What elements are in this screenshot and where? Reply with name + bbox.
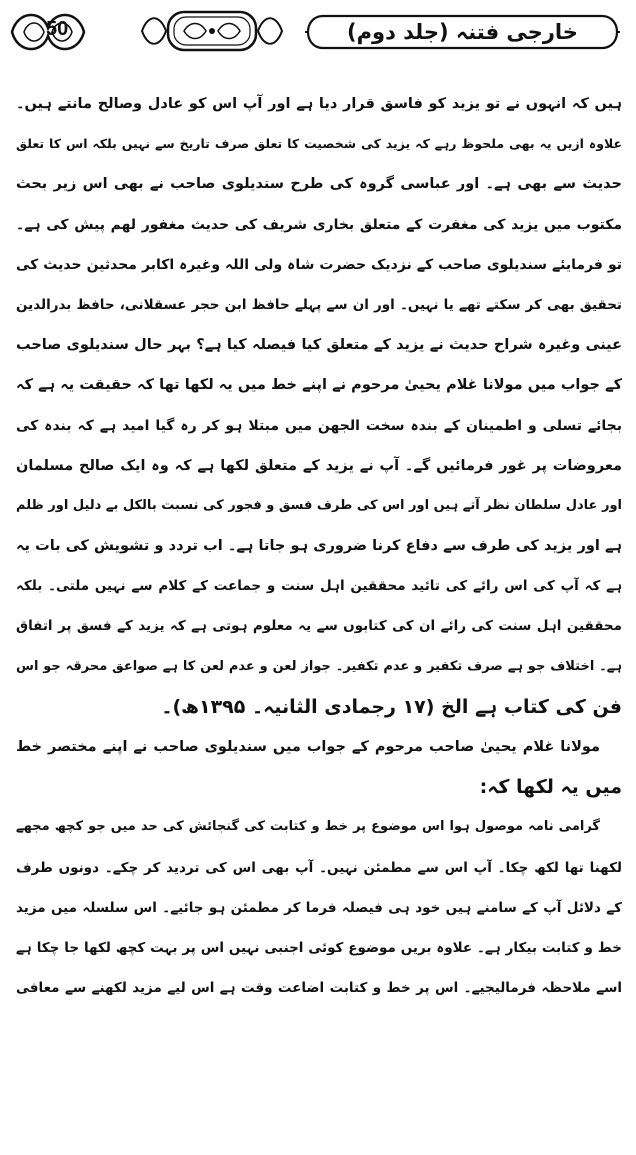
text-line: تحقیق بھی کر سکتے تھے یا نہیں۔ اور ان سے پہلے حافظ ابن حجر عسقلانی، حافظ بدرالدین [16, 296, 622, 313]
quoted-text-line: گرامی نامہ موصول ہوا اس موضوع پر خط و کتابت کی گنجائش کی حد میں جو کچھ مجھے [16, 819, 600, 835]
text-line: میں یہ لکھا کہ: [479, 776, 622, 799]
text-line: بجائے تسلی و اطمینان کے بندہ سخت الجھن میں مبتلا ہو کر رہ گیا امید ہے کہ بندہ کی [16, 417, 622, 434]
text-line: اور عادل سلطان نظر آتے ہیں اور اس کی طرف فسق و فجور کی نسبت بالکل بے دلیل اور ظلم [16, 497, 622, 513]
page-header [0, 0, 636, 70]
text-line: عینی وغیرہ شراح حدیث نے یزید کے متعلق کیا فیصلہ کیا ہے؟ بہر حال سندیلوی صاحب [16, 337, 622, 354]
text-line: فن کی کتاب ہے الخ (۱۷ رجمادی الثانیہ۔ ۱۳۹۵ھ)۔ [161, 695, 622, 718]
page-number: 50 [46, 18, 69, 40]
quoted-text-line: لکھنا تھا لکھ چکا۔ آپ اس سے مطمئن نہیں۔ آپ بھی اس کی تردید کر چکے۔ دونوں طرف [16, 859, 622, 876]
text-line: ہے اور یزید کی طرف سے دفاع کرنا ضروری ہو جاتا ہے۔ اب تردد و تشویش کی بات یہ [16, 538, 622, 555]
running-title: خارجی فتنہ (جلد دوم) [347, 20, 578, 44]
text-line: حدیث سے بھی ہے۔ اور عباسی گروہ کی طرح سندیلوی صاحب نے بھی اس زیر بحث [16, 176, 622, 193]
text-line: مکتوب میں یزید کی مغفرت کے متعلق بخاری شریف کی حدیث مغفور لھم پیش کی ہے۔ [16, 216, 622, 233]
text-line: کے جواب میں مولانا غلام یحییٰ مرحوم نے اپنے خط میں یہ لکھا تھا کہ حقیقت یہ ہے کہ [16, 377, 622, 394]
text-line: محققین اہل سنت کی رائے ان کی کتابوں سے یہ معلوم ہوتی ہے کہ یزید کے فسق پر اتفاق [16, 618, 622, 635]
text-line: مولانا غلام یحییٰ صاحب مرحوم کے جواب میں سندیلوی صاحب نے اپنے مختصر خط [16, 739, 600, 755]
quoted-text-line: اسے ملاحظہ فرمالیجیے۔ اس پر خط و کتابت اضاعت وقت ہے اس لیے مزید لکھنے سے معافی [16, 980, 622, 997]
quoted-text-line: کے دلائل آپ کے سامنے ہیں خود ہی فیصلہ فرما کر مطمئن ہو جائیے۔ اس سلسلہ میں مزید [16, 899, 622, 916]
header-ornament-icon [138, 6, 286, 56]
text-line: ہے کہ آپ کی اس رائے کی تائید محققین اہل سنت و جماعت کے کلام سے نہیں ملتی۔ بلکہ [16, 578, 622, 595]
text-line: علاوہ ازیں یہ بھی ملحوظ رہے کہ یزید کی شخصیت کا تعلق صرف تاریخ سے نہیں بلکہ اس کا تعلق [16, 136, 622, 152]
text-line: معروضات پر غور فرمائیں گے۔ آپ نے یزید کے متعلق لکھا ہے کہ وہ ایک صالح مسلمان [16, 457, 622, 474]
text-line: تو فرمایئے سندیلوی صاحب کے نزدیک حضرت شاہ ولی اللہ وغیرہ اکابر محدثین حدیث کی [16, 256, 622, 273]
body-text [16, 84, 622, 1008]
quoted-text-line: خط و کتابت بیکار ہے۔ علاوہ بریں موضوع کوئی اجنبی نہیں اس پر بہت کچھ لکھا جا چکا ہے [16, 939, 622, 956]
text-line: ہیں کہ انہوں نے تو یزید کو فاسق قرار دیا ہے اور آپ اس کو عادل وصالح مانتے ہیں۔ [16, 96, 622, 112]
text-line: ہے۔ اختلاف جو ہے صرف تکفیر و عدم تکفیر۔ جواز لعن و عدم لعن کا ہے صواعق محرقہ جو اس [16, 658, 622, 674]
